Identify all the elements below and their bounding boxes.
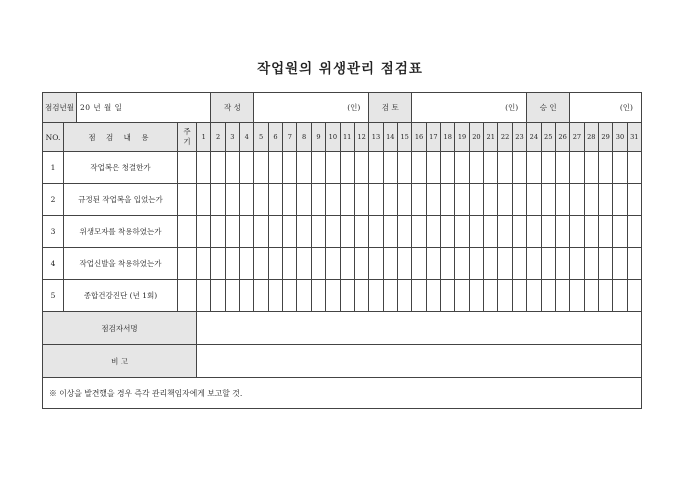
day-check-cell[interactable] — [397, 248, 411, 280]
signature-row — [43, 312, 642, 345]
day-check-cell[interactable] — [469, 216, 483, 248]
day-check-cell[interactable] — [225, 152, 239, 184]
day-header: 23 — [512, 123, 526, 152]
day-check-cell[interactable] — [340, 216, 354, 248]
day-check-cell[interactable] — [484, 216, 498, 248]
day-check-cell[interactable] — [613, 280, 627, 312]
day-check-cell[interactable] — [598, 216, 612, 248]
day-check-cell[interactable] — [311, 248, 325, 280]
day-check-cell[interactable] — [268, 152, 282, 184]
day-check-cell[interactable] — [484, 152, 498, 184]
day-check-cell[interactable] — [627, 152, 641, 184]
day-check-cell[interactable] — [455, 280, 469, 312]
day-header: 5 — [254, 123, 268, 152]
day-check-cell[interactable] — [412, 216, 426, 248]
day-check-cell[interactable] — [598, 152, 612, 184]
day-check-cell[interactable] — [527, 216, 541, 248]
day-check-cell[interactable] — [240, 248, 254, 280]
day-header: 27 — [570, 123, 584, 152]
date-field[interactable]: 20 년 월 일 — [79, 103, 123, 112]
day-check-cell[interactable] — [397, 184, 411, 216]
day-check-cell[interactable] — [354, 280, 368, 312]
day-check-cell[interactable] — [584, 216, 598, 248]
day-check-cell[interactable] — [297, 248, 311, 280]
day-check-cell[interactable] — [469, 184, 483, 216]
day-check-cell[interactable] — [441, 152, 455, 184]
cycle-cell[interactable] — [178, 184, 197, 216]
day-check-cell[interactable] — [197, 184, 211, 216]
day-check-cell[interactable] — [541, 152, 555, 184]
page-title: 작업원의 위생관리 점검표 — [257, 61, 423, 77]
day-check-cell[interactable] — [527, 248, 541, 280]
day-check-cell[interactable] — [498, 216, 512, 248]
day-check-cell[interactable] — [369, 248, 383, 280]
day-check-cell[interactable] — [383, 152, 397, 184]
day-header: 9 — [311, 123, 325, 152]
cycle-cell[interactable] — [178, 216, 197, 248]
day-check-cell[interactable] — [311, 280, 325, 312]
day-check-cell[interactable] — [555, 184, 569, 216]
day-check-cell[interactable] — [211, 216, 225, 248]
cycle-cell[interactable] — [178, 152, 197, 184]
day-check-cell[interactable] — [383, 216, 397, 248]
day-check-cell[interactable] — [225, 248, 239, 280]
day-check-cell[interactable] — [268, 216, 282, 248]
day-check-cell[interactable] — [383, 280, 397, 312]
day-check-cell[interactable] — [613, 248, 627, 280]
day-check-cell[interactable] — [340, 152, 354, 184]
day-check-cell[interactable] — [613, 216, 627, 248]
day-check-cell[interactable] — [541, 248, 555, 280]
day-check-cell[interactable] — [326, 152, 340, 184]
day-check-cell[interactable] — [426, 152, 440, 184]
day-check-cell[interactable] — [283, 184, 297, 216]
day-check-cell[interactable] — [240, 152, 254, 184]
day-check-cell[interactable] — [426, 280, 440, 312]
day-header: 25 — [541, 123, 555, 152]
day-check-cell[interactable] — [455, 216, 469, 248]
day-check-cell[interactable] — [570, 248, 584, 280]
day-header: 1 — [197, 123, 211, 152]
day-check-cell[interactable] — [369, 152, 383, 184]
date-cell — [43, 93, 211, 123]
day-check-cell[interactable] — [455, 184, 469, 216]
day-check-cell[interactable] — [541, 216, 555, 248]
item-row — [43, 248, 642, 280]
day-check-cell[interactable] — [627, 184, 641, 216]
day-check-cell[interactable] — [584, 280, 598, 312]
day-check-cell[interactable] — [326, 184, 340, 216]
day-check-cell[interactable] — [484, 184, 498, 216]
writer-label: 작 성 — [211, 93, 254, 123]
day-check-cell[interactable] — [426, 248, 440, 280]
day-check-cell[interactable] — [441, 248, 455, 280]
day-check-cell[interactable] — [627, 248, 641, 280]
day-check-cell[interactable] — [225, 280, 239, 312]
day-header: 11 — [340, 123, 354, 152]
day-check-cell[interactable] — [570, 280, 584, 312]
item-content: 작업복은 청결한가 — [64, 152, 178, 184]
day-check-cell[interactable] — [498, 280, 512, 312]
item-row — [43, 216, 642, 248]
day-check-cell[interactable] — [311, 152, 325, 184]
day-check-cell[interactable] — [455, 248, 469, 280]
day-header: 15 — [397, 123, 411, 152]
item-number: 1 — [43, 152, 64, 184]
day-check-cell[interactable] — [598, 248, 612, 280]
day-check-cell[interactable] — [254, 184, 268, 216]
day-check-cell[interactable] — [225, 184, 239, 216]
day-check-cell[interactable] — [254, 216, 268, 248]
cycle-cell[interactable] — [178, 280, 197, 312]
day-check-cell[interactable] — [383, 184, 397, 216]
day-check-cell[interactable] — [584, 184, 598, 216]
day-check-cell[interactable] — [240, 184, 254, 216]
day-header: 17 — [426, 123, 440, 152]
day-check-cell[interactable] — [311, 216, 325, 248]
day-check-cell[interactable] — [598, 280, 612, 312]
day-check-cell[interactable] — [441, 280, 455, 312]
day-check-cell[interactable] — [369, 184, 383, 216]
day-check-cell[interactable] — [426, 216, 440, 248]
day-check-cell[interactable] — [197, 280, 211, 312]
day-check-cell[interactable] — [297, 184, 311, 216]
day-header: 12 — [354, 123, 368, 152]
day-check-cell[interactable] — [455, 152, 469, 184]
day-check-cell[interactable] — [397, 152, 411, 184]
item-number: 3 — [43, 216, 64, 248]
day-check-cell[interactable] — [268, 248, 282, 280]
day-header: 19 — [455, 123, 469, 152]
day-check-cell[interactable] — [441, 184, 455, 216]
day-check-cell[interactable] — [225, 216, 239, 248]
day-header: 20 — [469, 123, 483, 152]
day-check-cell[interactable] — [627, 216, 641, 248]
day-check-cell[interactable] — [527, 152, 541, 184]
day-header: 6 — [268, 123, 282, 152]
day-check-cell[interactable] — [369, 216, 383, 248]
day-check-cell[interactable] — [412, 248, 426, 280]
day-check-cell[interactable] — [570, 152, 584, 184]
day-check-cell[interactable] — [498, 152, 512, 184]
day-check-cell[interactable] — [340, 184, 354, 216]
day-check-cell[interactable] — [354, 184, 368, 216]
item-content: 종합건강진단 (년 1회) — [64, 280, 178, 312]
day-check-cell[interactable] — [613, 184, 627, 216]
day-header: 2 — [211, 123, 225, 152]
day-header: 30 — [613, 123, 627, 152]
day-check-cell[interactable] — [412, 184, 426, 216]
day-check-cell[interactable] — [412, 280, 426, 312]
day-check-cell[interactable] — [369, 280, 383, 312]
day-check-cell[interactable] — [311, 184, 325, 216]
day-check-cell[interactable] — [283, 280, 297, 312]
day-check-cell[interactable] — [326, 280, 340, 312]
day-check-cell[interactable] — [570, 216, 584, 248]
day-check-cell[interactable] — [297, 216, 311, 248]
day-check-cell[interactable] — [283, 216, 297, 248]
day-header: 18 — [441, 123, 455, 152]
day-check-cell[interactable] — [555, 152, 569, 184]
no-header: NO. — [43, 123, 64, 152]
day-check-cell[interactable] — [527, 280, 541, 312]
day-check-cell[interactable] — [297, 152, 311, 184]
day-check-cell[interactable] — [297, 280, 311, 312]
day-check-cell[interactable] — [598, 184, 612, 216]
day-check-cell[interactable] — [268, 280, 282, 312]
day-check-cell[interactable] — [197, 152, 211, 184]
day-check-cell[interactable] — [512, 280, 526, 312]
day-check-cell[interactable] — [397, 216, 411, 248]
day-header: 26 — [555, 123, 569, 152]
day-check-cell[interactable] — [211, 248, 225, 280]
item-content: 규정된 작업복을 입었는가 — [64, 184, 178, 216]
day-check-cell[interactable] — [354, 152, 368, 184]
footer-note: ※ 이상을 발견했을 경우 즉각 관리책임자에게 보고할 것. — [43, 378, 642, 409]
day-check-cell[interactable] — [283, 248, 297, 280]
day-check-cell[interactable] — [484, 280, 498, 312]
day-check-cell[interactable] — [412, 152, 426, 184]
day-check-cell[interactable] — [498, 184, 512, 216]
day-check-cell[interactable] — [354, 216, 368, 248]
day-check-cell[interactable] — [584, 248, 598, 280]
day-check-cell[interactable] — [512, 216, 526, 248]
day-header: 21 — [484, 123, 498, 152]
note-row — [43, 378, 642, 409]
day-check-cell[interactable] — [211, 184, 225, 216]
day-header: 13 — [369, 123, 383, 152]
day-check-cell[interactable] — [498, 248, 512, 280]
column-header-row — [43, 123, 642, 152]
item-row — [43, 280, 642, 312]
item-row — [43, 152, 642, 184]
day-check-cell[interactable] — [484, 248, 498, 280]
day-header: 28 — [584, 123, 598, 152]
day-check-cell[interactable] — [254, 248, 268, 280]
day-check-cell[interactable] — [512, 248, 526, 280]
remarks-row — [43, 345, 642, 378]
day-check-cell[interactable] — [441, 216, 455, 248]
day-check-cell[interactable] — [326, 248, 340, 280]
day-check-cell[interactable] — [570, 184, 584, 216]
day-check-cell[interactable] — [240, 216, 254, 248]
day-check-cell[interactable] — [541, 184, 555, 216]
cycle-cell[interactable] — [178, 248, 197, 280]
day-header: 16 — [412, 123, 426, 152]
reviewer-label: 검 토 — [369, 93, 412, 123]
day-check-cell[interactable] — [512, 152, 526, 184]
day-header: 7 — [283, 123, 297, 152]
item-content: 작업신발을 착용하였는가 — [64, 248, 178, 280]
signature-field[interactable] — [197, 312, 642, 345]
day-header: 29 — [598, 123, 612, 152]
day-check-cell[interactable] — [283, 152, 297, 184]
item-number: 2 — [43, 184, 64, 216]
header-row — [43, 93, 642, 123]
day-check-cell[interactable] — [268, 184, 282, 216]
day-check-cell[interactable] — [512, 184, 526, 216]
day-check-cell[interactable] — [326, 216, 340, 248]
day-header: 4 — [240, 123, 254, 152]
day-check-cell[interactable] — [340, 248, 354, 280]
day-check-cell[interactable] — [613, 152, 627, 184]
day-header: 14 — [383, 123, 397, 152]
approver-sign-field[interactable]: (인) — [570, 93, 642, 123]
reviewer-sign-field[interactable]: (인) — [412, 93, 527, 123]
day-check-cell[interactable] — [469, 280, 483, 312]
day-check-cell[interactable] — [555, 216, 569, 248]
date-label: 점검년월 — [43, 93, 77, 122]
day-check-cell[interactable] — [555, 280, 569, 312]
remarks-label: 비 고 — [43, 345, 197, 378]
day-header: 24 — [527, 123, 541, 152]
inspection-table — [42, 92, 642, 409]
item-content: 위생모자를 착용하였는가 — [64, 216, 178, 248]
day-check-cell[interactable] — [197, 216, 211, 248]
writer-sign-field[interactable]: (인) — [254, 93, 369, 123]
day-check-cell[interactable] — [469, 248, 483, 280]
day-check-cell[interactable] — [211, 280, 225, 312]
day-check-cell[interactable] — [340, 280, 354, 312]
item-number: 4 — [43, 248, 64, 280]
signature-label: 점검자서명 — [43, 312, 197, 345]
day-check-cell[interactable] — [584, 152, 598, 184]
day-check-cell[interactable] — [426, 184, 440, 216]
day-check-cell[interactable] — [197, 248, 211, 280]
cycle-header: 주 기 — [178, 123, 197, 152]
day-check-cell[interactable] — [383, 248, 397, 280]
item-row — [43, 184, 642, 216]
item-number: 5 — [43, 280, 64, 312]
day-header: 10 — [326, 123, 340, 152]
day-check-cell[interactable] — [555, 248, 569, 280]
day-check-cell[interactable] — [527, 184, 541, 216]
day-check-cell[interactable] — [254, 280, 268, 312]
day-check-cell[interactable] — [254, 152, 268, 184]
day-header: 31 — [627, 123, 641, 152]
day-check-cell[interactable] — [397, 280, 411, 312]
day-check-cell[interactable] — [469, 152, 483, 184]
day-check-cell[interactable] — [240, 280, 254, 312]
day-header: 8 — [297, 123, 311, 152]
day-header: 3 — [225, 123, 239, 152]
day-check-cell[interactable] — [354, 248, 368, 280]
content-header: 점 검 내 용 — [64, 123, 178, 152]
day-check-cell[interactable] — [627, 280, 641, 312]
approver-label: 승 인 — [527, 93, 570, 123]
day-check-cell[interactable] — [211, 152, 225, 184]
day-check-cell[interactable] — [541, 280, 555, 312]
day-header: 22 — [498, 123, 512, 152]
remarks-field[interactable] — [197, 345, 642, 378]
